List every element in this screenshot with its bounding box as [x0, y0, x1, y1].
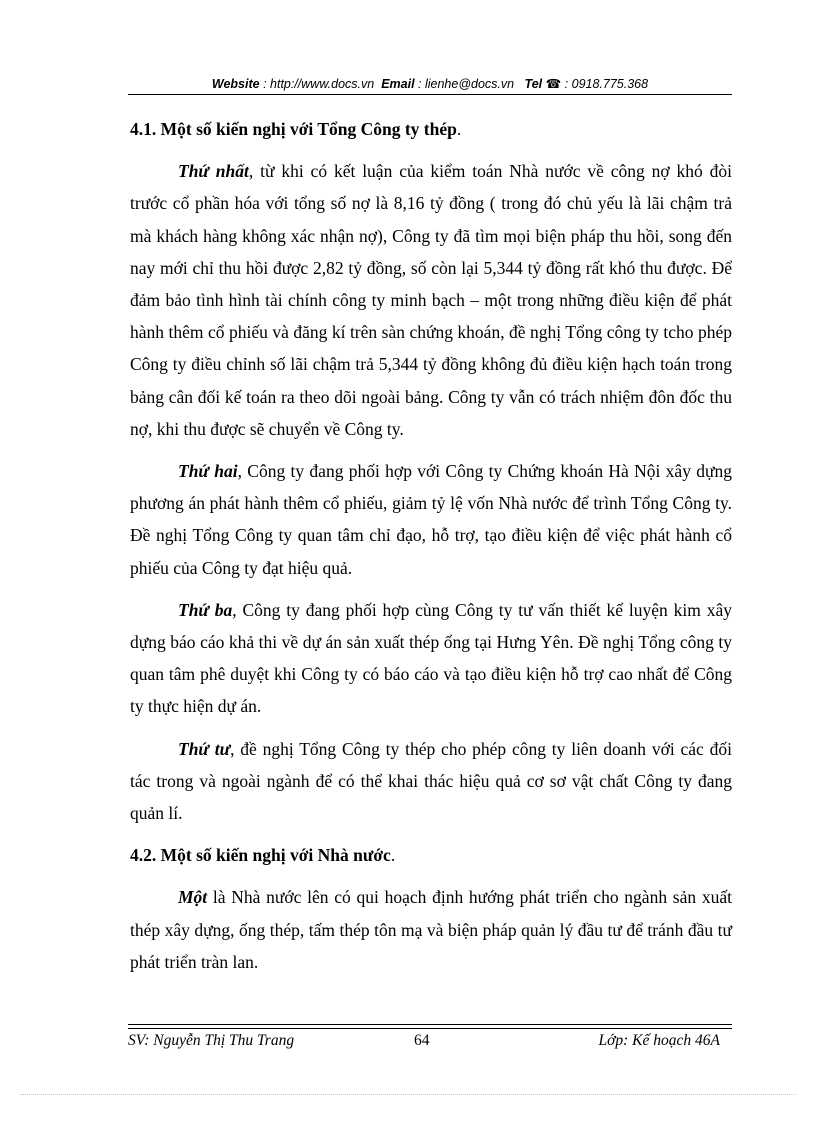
- paragraph-thu-nhat: [130, 155, 732, 445]
- tel-label: Tel: [524, 77, 543, 91]
- paragraph-lead: Một: [178, 887, 208, 908]
- section-2-heading: [130, 839, 732, 871]
- paragraph-text: , Công ty đang phối hợp với Công ty Chứng khoán Hà Nội xây dựng phương án phát hành thêm cổ phiếu, giảm tỷ lệ vốn Nhà nước để trình Tổng Công ty. Đề nghị Tổng Công ty quan tâm chỉ đạo, hỗ trợ, tạo điều kiện để việc phát hành cổ phiếu của Công ty đạt hiệu quả.: [130, 461, 732, 578]
- paragraph-text: là Nhà nước lên có qui hoạch định hướng phát triển cho ngành sản xuất thép xây dựng, ống thép, tấm thép tôn mạ và biện pháp quản lý đầu tư để tránh đầu tư phát triển tràn lan.: [130, 887, 732, 972]
- paragraph-lead: Thứ nhất: [178, 161, 249, 182]
- paragraph-thu-tu: [130, 733, 732, 830]
- paragraph-text: , Công ty đang phối hợp cùng Công ty tư vấn thiết kế luyện kim xây dựng báo cáo khả thi về dự án sản xuất thép ống tại Hưng Yên. Đề nghị Tổng công ty quan tâm phê duyệt khi Công ty có báo cáo và tạo điều kiện hỗ trợ cao nhất để Công ty thực hiện dự án.: [130, 599, 732, 717]
- header-divider: [128, 94, 732, 95]
- paragraph-text: , đề nghị Tổng Công ty thép cho phép công ty liên doanh với các đối tác trong và ngoài ngành để có thể khai thác hiệu quả cơ sơ vật chất Công ty đang quản lí.: [130, 738, 732, 824]
- footer-divider-bottom: [128, 1028, 732, 1029]
- section-1-heading: [130, 113, 732, 145]
- email-separator: :: [414, 77, 425, 91]
- tel-value: : 0918.775.368: [561, 77, 649, 91]
- page-footer: [128, 1030, 732, 1052]
- paragraph-lead: Thứ tư: [178, 738, 231, 759]
- footer-divider-top: [128, 1024, 732, 1025]
- paragraph-thu-hai: [130, 455, 732, 584]
- email-value[interactable]: lienhe@docs.vn: [424, 77, 515, 91]
- paragraph-thu-ba: [130, 594, 732, 723]
- section-1-heading-end: .: [456, 119, 462, 139]
- page-header: [128, 76, 732, 92]
- paragraph-lead: Thứ ba: [178, 599, 233, 620]
- footer-student: SV: Nguyễn Thị Thu Trang: [128, 1032, 295, 1049]
- page-content: [130, 113, 732, 988]
- page-edge-divider: [20, 1094, 796, 1095]
- paragraph-mot: [130, 881, 732, 978]
- footer-class: Lớp: Kế hoạch 46A: [598, 1032, 720, 1049]
- paragraph-text: , từ khi có kết luận của kiểm toán Nhà nước về công nợ khó đòi trước cổ phần hóa với tổng số nợ là 8,16 tỷ đồng ( trong đó chủ yếu là lãi chậm trả mà khách hàng không xác nhận nợ), Công ty đã tìm mọi biện pháp thu hồi, song đến nay mới chỉ thu hồi được 2,82 tỷ đồng, số còn lại 5,344 tỷ đồng rất khó thu được. Để đảm bảo tình hình tài chính công ty minh bạch – một trong những điều kiện để phát hành thêm cổ phiếu và đăng kí trên sàn chứng khoán, đề nghị Tổng công ty tcho phép Công ty điều chỉnh số lãi chậm trả 5,344 tỷ đồng không đủ điều kiện hạch toán trong bảng cân đối kế toán ra theo dõi ngoài bảng. Công ty vẫn có trách nhiệm đôn đốc thu nợ, khi thu được sẽ chuyển về Công ty.: [130, 161, 733, 439]
- website-label: Website: [211, 77, 260, 91]
- website-url[interactable]: http://www.docs.vn: [270, 77, 375, 91]
- page-number: 64: [414, 1032, 430, 1049]
- paragraph-lead: Thứ hai: [178, 461, 238, 482]
- email-label: Email: [381, 77, 415, 91]
- website-separator: :: [259, 77, 271, 91]
- section-2-heading-end: .: [390, 845, 396, 866]
- section-1-heading-text: 4.1. Một số kiến nghị với Tổng Công ty thép: [130, 119, 457, 139]
- section-2-heading-text: 4.2. Một số kiến nghị với Nhà nước: [130, 845, 391, 866]
- phone-icon: ☎: [545, 77, 562, 91]
